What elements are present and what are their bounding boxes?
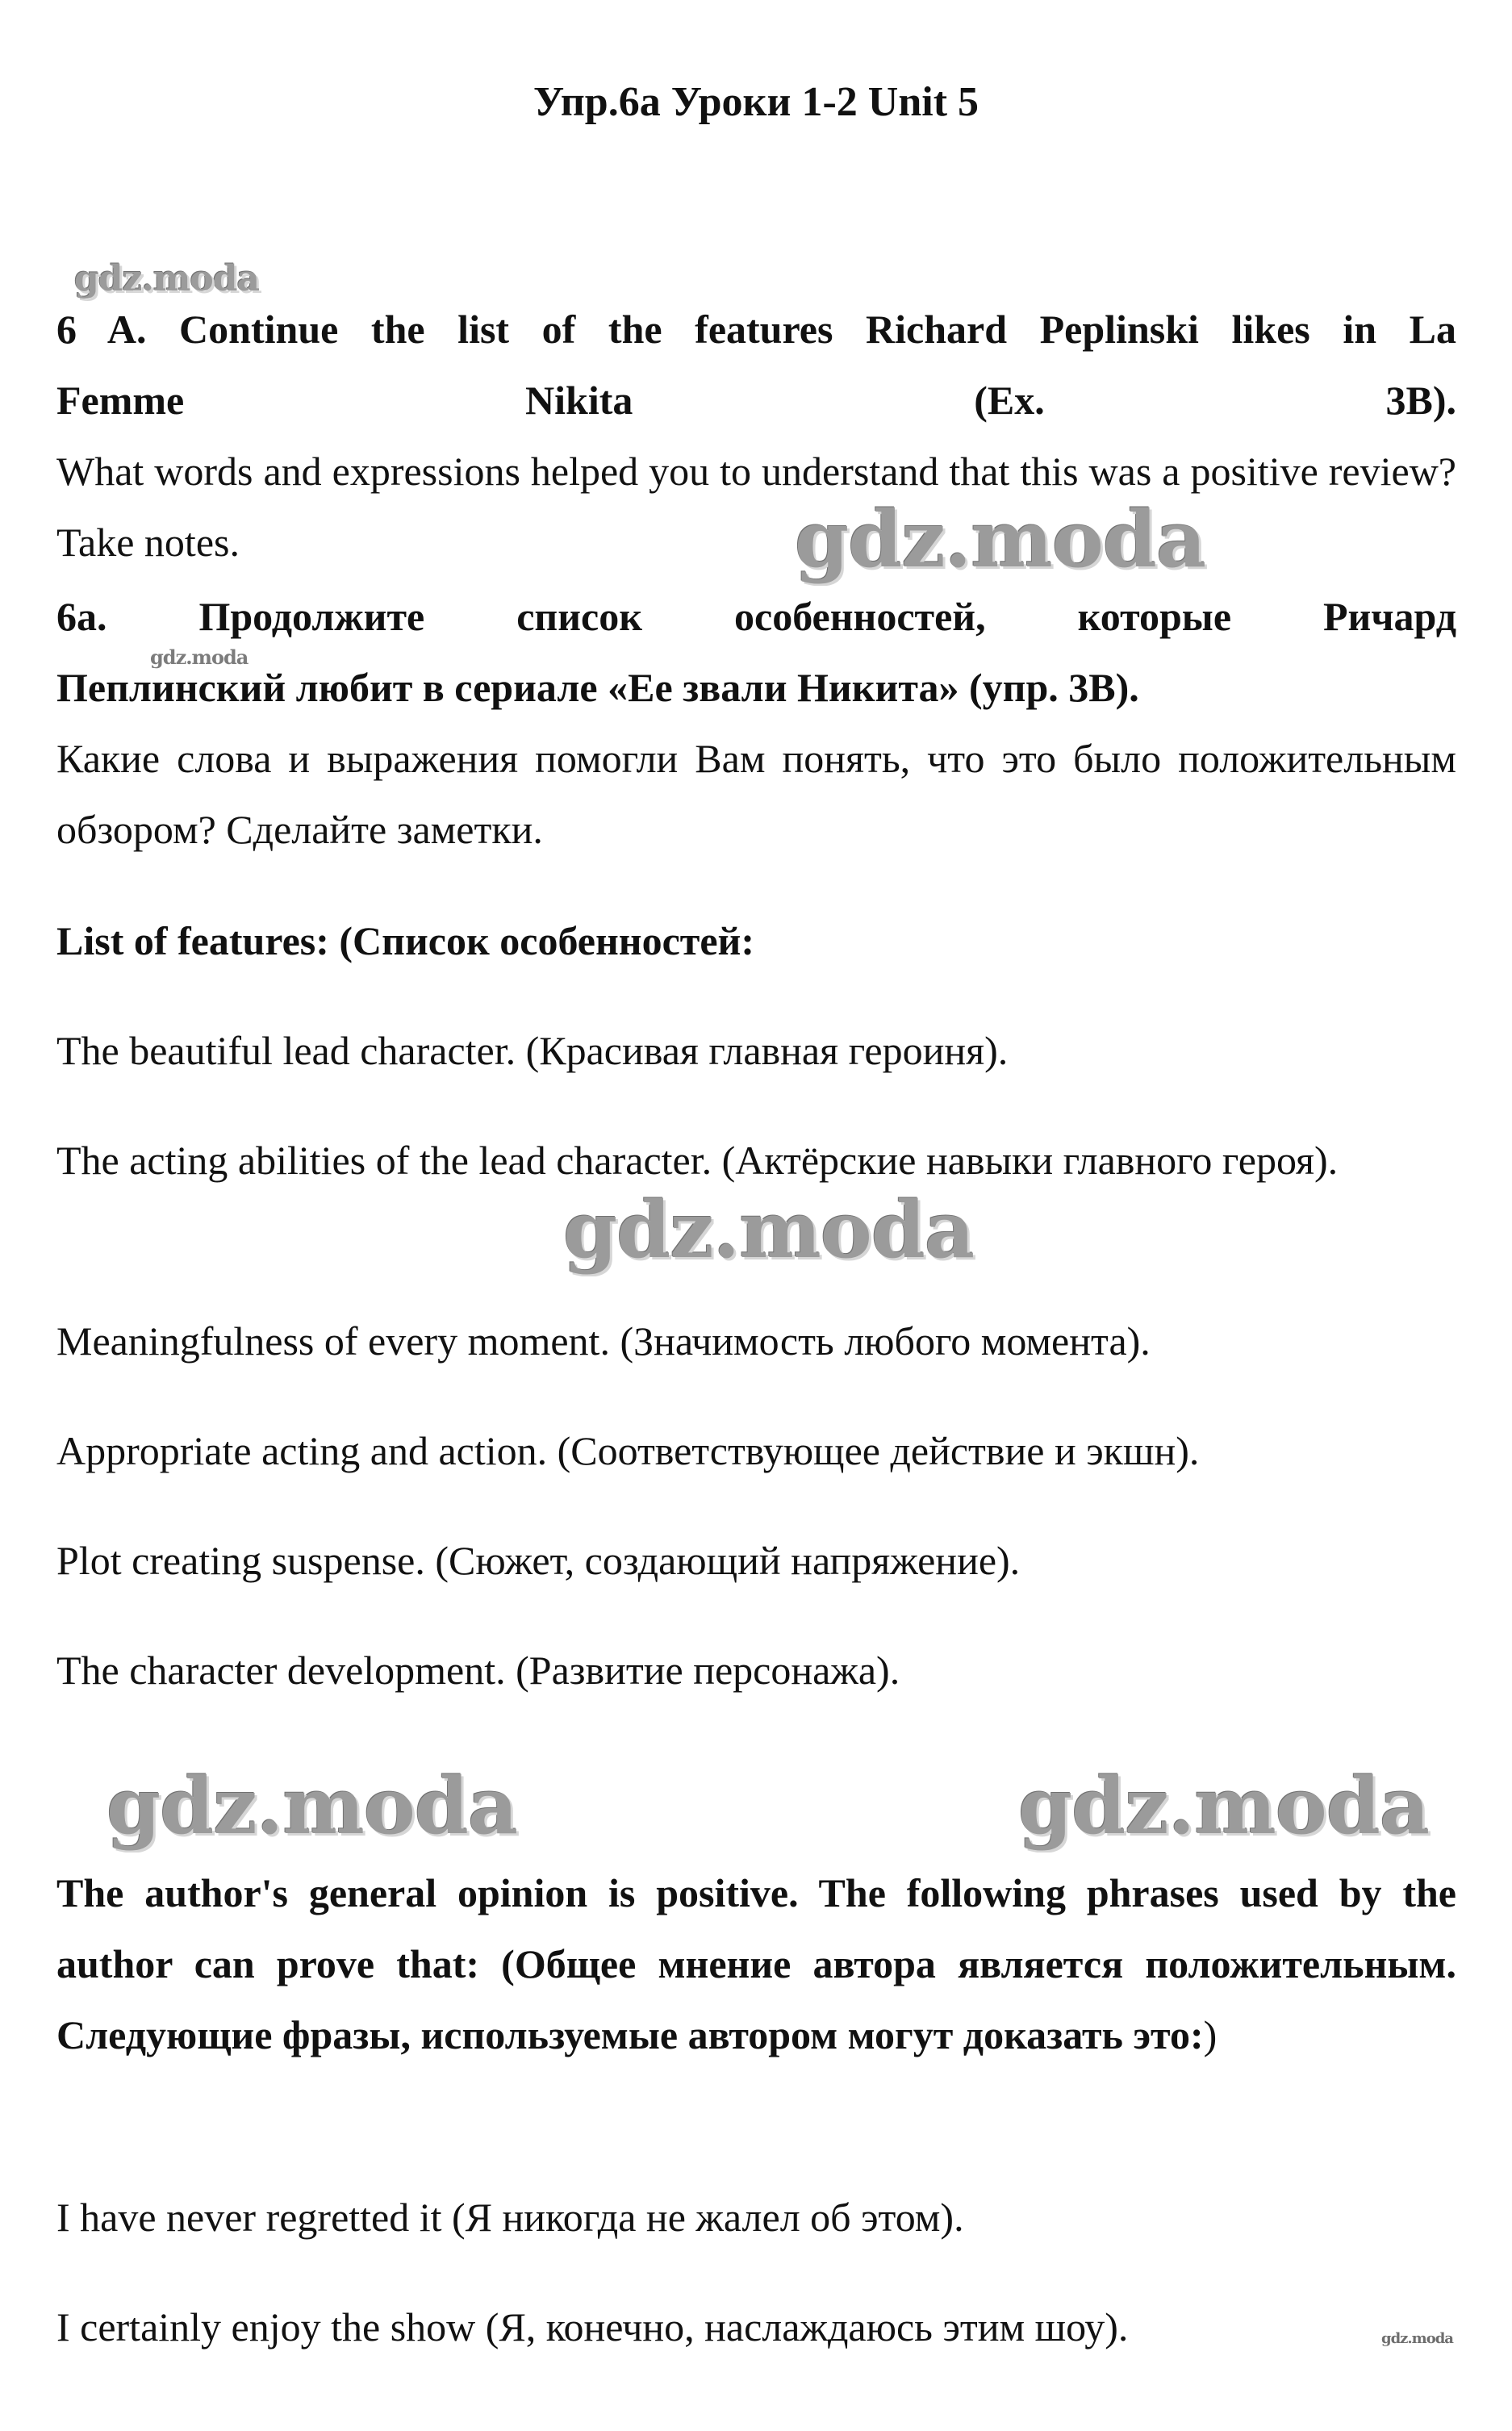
watermark-logo: gdz.moda [107,1761,518,1852]
feature-item: Appropriate acting and action. (Соответствующее действие и экшн). [56,1428,1200,1473]
task-ru-question: Какие слова и выражения помогли Вам понять, что это было положительным обзором? Сделайте заметки. [56,736,1456,852]
watermark-logo: gdz.moda [74,258,260,299]
watermark-logo: gdz.moda [150,645,249,669]
page-title: Упр.6а Уроки 1-2 Unit 5 [533,79,979,125]
feature-item: The beautiful lead character. (Красивая главная героиня). [56,1028,1009,1073]
phrase-item: I certainly enjoy the show (Я, конечно, наслаждаюсь этим шоу). [56,2304,1129,2350]
task-en [56,294,1456,578]
task-en-word: 3B). [1385,378,1456,423]
task-ru-heading-line1: 6а. Продолжите список особенностей, которые Ричард [56,594,1456,639]
task-en-heading-line2 [56,365,1456,436]
task-ru-heading-line2: Пеплинский любит в сериале «Ее звали Никита» (упр. 3В). [56,665,1139,710]
feature-item: The acting abilities of the lead character. (Актёрские навыки главного героя). [56,1138,1339,1183]
features-heading: List of features: (Список особенностей: [56,918,755,963]
feature-item: Meaningfulness of every moment. (Значимость любого момента). [56,1318,1151,1364]
watermark-logo: gdz.moda [1381,2330,1453,2347]
watermark-logo: gdz.moda [795,494,1206,585]
task-en-word: Nikita [525,378,633,423]
task-ru [56,581,1456,865]
task-en-heading-line1: 6 A. Continue the list of the features Richard Peplinski likes in La [56,307,1456,352]
opinion-closing-paren: ) [1203,2012,1218,2057]
task-en-question: What words and expressions helped you to understand that this was a positive review? Take notes. [56,449,1456,565]
task-en-word: (Ex. [974,378,1045,423]
phrase-item: I have never regretted it (Я никогда не жалел об этом). [56,2195,964,2240]
opinion-text: The author's general opinion is positive. The following phrases used by the author can prove that: (Общее мнение автора является положительным. Следующие фразы, используемые автором могут доказать это: [56,1870,1456,2057]
feature-item: Plot creating suspense. (Сюжет, создающий напряжение). [56,1538,1021,1583]
task-en-word: Femme [56,378,185,423]
feature-item: The character development. (Развитие персонажа). [56,1648,900,1693]
opinion-paragraph [56,1857,1456,2070]
watermark-logo: gdz.moda [563,1184,975,1276]
watermark-logo: gdz.moda [1018,1761,1430,1852]
